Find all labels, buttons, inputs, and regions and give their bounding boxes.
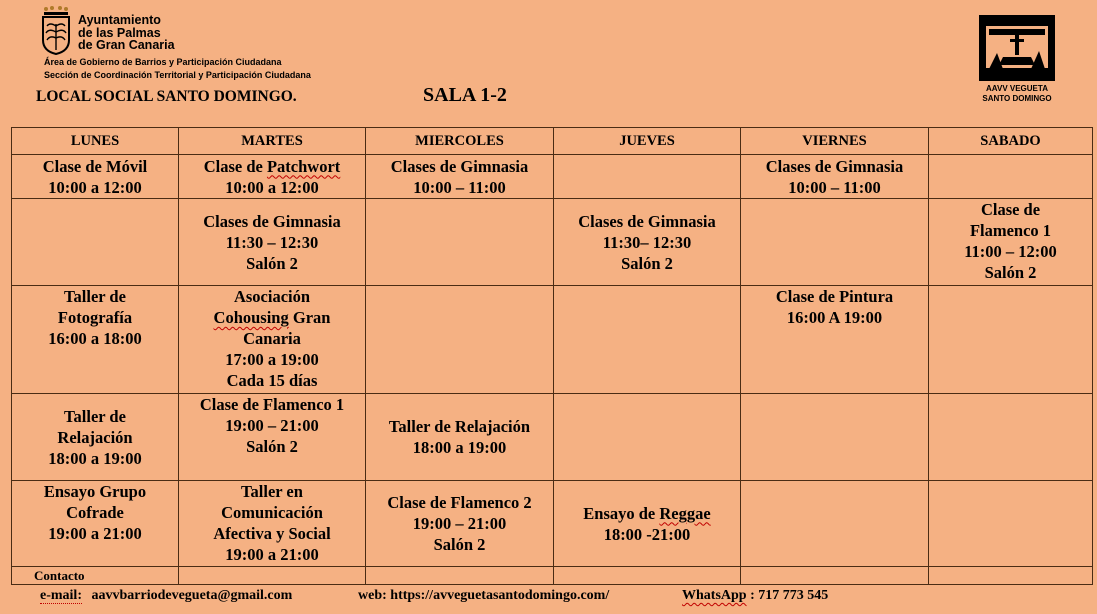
- schedule-cell-martes: [179, 199, 366, 286]
- web-label: web:: [358, 588, 387, 603]
- activity-line: 10:00 – 11:00: [788, 177, 881, 197]
- section-line: Sección de Coordinación Territorial y Participación Ciudadana: [44, 70, 311, 80]
- schedule-cell-jueves: [554, 155, 741, 199]
- activity-line: 19:00 a 21:00: [225, 545, 319, 564]
- schedule-row: [12, 199, 1093, 286]
- activity-line: Clase de Flamenco 2: [387, 493, 532, 512]
- schedule-cell-sabado: [929, 481, 1093, 567]
- activity-line: 10:00 – 11:00: [413, 177, 506, 197]
- day-header-jueves: JUEVES: [554, 128, 741, 155]
- activity-line: Salón 2: [984, 263, 1037, 282]
- schedule-cell-miercoles: [366, 155, 554, 199]
- schedule-cell-viernes: [741, 199, 929, 286]
- day-header-martes: MARTES: [179, 128, 366, 155]
- activity-line: Ensayo de Reggae: [583, 503, 711, 523]
- contact-row: [12, 567, 1093, 585]
- org-line-1: Ayuntamiento: [78, 13, 161, 27]
- activity-line: Cohousing Gran: [213, 308, 331, 327]
- activity-line: Clase de: [980, 200, 1041, 219]
- schedule-cell-viernes: [741, 394, 929, 481]
- schedule-cell-sabado: [929, 394, 1093, 481]
- activity-line: Clases de Gimnasia: [390, 156, 529, 176]
- schedule-cell-lunes: [12, 394, 179, 481]
- email-link[interactable]: aavvbarriodevegueta@gmail.com: [91, 588, 293, 603]
- footer-whatsapp: [682, 588, 828, 604]
- activity-line: Taller de: [64, 287, 126, 306]
- schedule-row: [12, 481, 1093, 567]
- activity-line: Canaria: [243, 329, 301, 348]
- contact-empty-cell: [741, 567, 929, 585]
- activity-line: Comunicación: [221, 503, 323, 522]
- activity-line: Afectiva y Social: [213, 524, 331, 543]
- local-title: LOCAL SOCIAL SANTO DOMINGO.: [36, 88, 297, 105]
- activity-line: 11:30 – 12:30: [225, 232, 319, 252]
- area-line: Área de Gobierno de Barrios y Participación Ciudadana: [44, 57, 282, 67]
- schedule-row: [12, 286, 1093, 394]
- activity-line: 11:30– 12:30: [602, 232, 692, 252]
- activity-line: Taller en: [241, 482, 303, 501]
- activity-line: 19:00 a 21:00: [48, 524, 142, 543]
- schedule-cell-jueves: [554, 394, 741, 481]
- spellcheck-word: Patchwort: [266, 156, 341, 176]
- contact-empty-cell: [366, 567, 554, 585]
- activity-line: Ensayo Grupo: [43, 482, 147, 501]
- aavv-logo-line-2: SANTO DOMINGO: [982, 94, 1052, 103]
- activity-line: Clases de Gimnasia: [203, 211, 341, 231]
- schedule-cell-jueves: [554, 199, 741, 286]
- activity-line: 10:00 a 12:00: [48, 177, 142, 197]
- org-line-3: de Gran Canaria: [78, 38, 175, 52]
- day-header-miercoles: MIERCOLES: [366, 128, 554, 155]
- activity-line: Asociación: [233, 287, 311, 306]
- schedule-cell-lunes: [12, 199, 179, 286]
- schedule-cell-miercoles: [366, 286, 554, 394]
- contact-empty-cell: [179, 567, 366, 585]
- activity-line: 19:00 – 21:00: [225, 416, 319, 435]
- schedule-cell-martes: [179, 481, 366, 567]
- email-label: e-mail:: [40, 588, 82, 603]
- schedule-row: [12, 394, 1093, 481]
- sala-title: SALA 1-2: [423, 84, 507, 106]
- day-header-sabado: SABADO: [929, 128, 1093, 155]
- activity-line: 18:00 a 19:00: [412, 438, 507, 457]
- activity-line: Clases de Gimnasia: [578, 211, 716, 231]
- footer-web: [358, 588, 609, 604]
- schedule-cell-viernes: [741, 286, 929, 394]
- schedule-cell-miercoles: [366, 199, 554, 286]
- activity-line: 10:00 a 12:00: [225, 177, 319, 197]
- schedule-cell-miercoles: [366, 481, 554, 567]
- schedule-cell-sabado: [929, 155, 1093, 199]
- activity-line: Salón 2: [621, 253, 673, 273]
- activity-line: 19:00 – 21:00: [412, 514, 507, 533]
- activity-line: Clase de Móvil: [42, 156, 148, 176]
- activity-line: Salón 2: [246, 437, 298, 456]
- activity-line: Clase de Flamenco 1: [199, 395, 345, 414]
- activity-line: 17:00 a 19:00: [225, 350, 319, 369]
- aavv-vegueta-logo: [977, 13, 1057, 83]
- activity-line: Taller de: [64, 406, 126, 426]
- schedule-body: [12, 155, 1093, 585]
- activity-line: Clase de Pintura: [775, 287, 894, 306]
- schedule-cell-sabado: [929, 199, 1093, 286]
- activity-line: Salón 2: [246, 253, 298, 273]
- schedule-cell-sabado: [929, 286, 1093, 394]
- aavv-logo-caption: [968, 84, 1066, 104]
- aavv-logo-line-1: AAVV VEGUETA: [986, 84, 1048, 93]
- activity-line: 16:00 A 19:00: [786, 308, 883, 327]
- day-header-viernes: VIERNES: [741, 128, 929, 155]
- activity-line: Clases de Gimnasia: [765, 156, 904, 176]
- activity-line: 18:00 -21:00: [603, 524, 691, 544]
- whatsapp-label: WhatsApp: [682, 588, 747, 603]
- schedule-table: [11, 127, 1093, 585]
- schedule-cell-miercoles: [366, 394, 554, 481]
- activity-line: Taller de Relajación: [388, 417, 531, 436]
- whatsapp-number[interactable]: : 717 773 545: [750, 588, 829, 603]
- schedule-cell-viernes: [741, 155, 929, 199]
- contact-empty-cell: [929, 567, 1093, 585]
- schedule-cell-lunes: [12, 286, 179, 394]
- activity-line: Salón 2: [433, 535, 486, 554]
- day-header-lunes: LUNES: [12, 128, 179, 155]
- schedule-cell-lunes: [12, 155, 179, 199]
- activity-line: Fotografía: [57, 308, 133, 327]
- activity-line: Cofrade: [66, 503, 124, 522]
- schedule-row: [12, 155, 1093, 199]
- organization-name: [78, 14, 175, 52]
- day-header-row: [12, 128, 1093, 155]
- activity-line: 18:00 a 19:00: [48, 448, 142, 468]
- org-line-2: de las Palmas: [78, 25, 161, 40]
- spellcheck-word: Reggae: [659, 503, 711, 523]
- schedule-cell-viernes: [741, 481, 929, 567]
- activity-line: Flamenco 1: [969, 221, 1052, 240]
- contact-label: Contacto: [12, 567, 179, 585]
- activity-line: Clase de Patchwort: [203, 156, 341, 176]
- activity-line: 16:00 a 18:00: [48, 329, 142, 348]
- footer-email: [40, 588, 292, 604]
- schedule-cell-lunes: [12, 481, 179, 567]
- ayuntamiento-shield-logo: [40, 6, 72, 56]
- schedule-cell-martes: [179, 394, 366, 481]
- web-link[interactable]: https://avveguetasantodomingo.com/: [390, 588, 610, 603]
- activity-line: Cada 15 días: [226, 371, 318, 390]
- schedule-cell-jueves: [554, 286, 741, 394]
- schedule-cell-martes: [179, 286, 366, 394]
- activity-line: Relajación: [57, 427, 133, 447]
- contact-empty-cell: [554, 567, 741, 585]
- schedule-cell-jueves: [554, 481, 741, 567]
- activity-line: 11:00 – 12:00: [964, 242, 1057, 261]
- spellcheck-word: Cohousing: [213, 308, 289, 327]
- schedule-cell-martes: [179, 155, 366, 199]
